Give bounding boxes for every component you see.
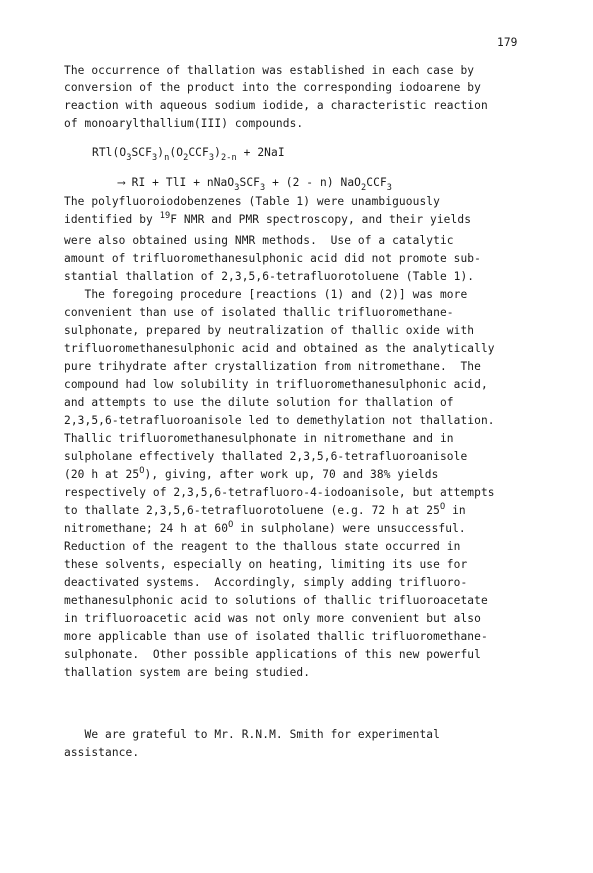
paragraph-1-line: reaction with aqueous sodium iodide, a characteristic reaction — [64, 99, 488, 112]
paragraph-3-line: 2,3,5,6-tetrafluoroanisole led to demethylation not thallation. — [64, 414, 495, 427]
paragraph-1-line: The occurrence of thallation was established in each case by — [64, 64, 475, 77]
acknowledgement-line: We are grateful to Mr. R.N.M. Smith for experimental — [64, 728, 440, 741]
equation-reactants: $RTl(O_3SCF_3)_n(O_2CCF_3)_{2-n} + 2NaI$ — [92, 146, 285, 163]
paragraph-3-line: compound had low solubility in trifluoromethanesulphonic acid, — [64, 378, 488, 391]
paragraph-3-line: Thallic trifluoromethanesulphonate in nitromethane and in — [64, 432, 454, 445]
paragraph-3-line: sulpholane effectively thallated 2,3,5,6-tetrafluoroanisole — [64, 450, 468, 463]
paragraph-1-line: of monoarylthallium(III) compounds. — [64, 117, 304, 130]
paragraph-3-line: more applicable than use of isolated thallic trifluoromethane- — [64, 630, 488, 643]
equation-products: ⟶ RI + TlI + $nNaO_3SCF_3 + (2 - n)$ $NaO_2CCF_3$ — [118, 176, 393, 193]
paragraph-3-line: and attempts to use the dilute solution for thallation of — [64, 396, 454, 409]
paragraph-3-line: Reduction of the reagent to the thallous state occurred in — [64, 540, 461, 553]
paragraph-3-line: deactivated systems. Accordingly, simply adding trifluoro- — [64, 576, 468, 589]
paragraph-3-line: convenient than use of isolated thallic trifluoromethane- — [64, 306, 454, 319]
paragraph-2-line: identified by $^{19}$F NMR and PMR spectroscopy, and their yields — [64, 211, 472, 226]
paragraph-2-line: stantial thallation of 2,3,5,6-tetrafluorotoluene (Table 1). — [64, 270, 475, 283]
paragraph-3-line: sulphonate. Other possible applications of this new powerful — [64, 648, 481, 661]
paragraph-3-line: thallation system are being studied. — [64, 666, 311, 679]
paragraph-3-line: trifluoromethanesulphonic acid and obtained as the analytically — [64, 342, 495, 355]
paragraph-3-line: The foregoing procedure [reactions (1) and (2)] was more — [64, 288, 468, 301]
paragraph-3-line: methanesulphonic acid to solutions of thallic trifluoroacetate — [64, 594, 488, 607]
paragraph-1-line: conversion of the product into the corresponding iodoarene by — [64, 81, 481, 94]
paragraph-3-line: these solvents, especially on heating, limiting its use for — [64, 558, 468, 571]
paragraph-3-line: in trifluoroacetic acid was not only more convenient but also — [64, 612, 481, 625]
paragraph-3-line: nitromethane; 24 h at $60^O$ in sulpholane) were unsuccessful. — [64, 520, 466, 535]
reaction-arrow: ⟶ — [118, 176, 125, 189]
paragraph-2-line: The polyfluoroiodobenzenes (Table 1) were unambiguously — [64, 195, 440, 208]
paragraph-3-line: pure trihydrate after crystallization from nitromethane. The — [64, 360, 481, 373]
paragraph-3-line: to thallate 2,3,5,6-tetrafluorotoluene (e.g. 72 h at $25^O$ in — [64, 502, 466, 517]
page-number: 179 — [497, 36, 518, 49]
paragraph-2-line: were also obtained using NMR methods. Use of a catalytic — [64, 234, 454, 247]
paragraph-3-line: respectively of 2,3,5,6-tetrafluoro-4-iodoanisole, but attempts — [64, 486, 495, 499]
paragraph-3-line: (20 h at $25^O$), giving, after work up, 70 and 38% yields — [64, 466, 439, 481]
paragraph-3-line: sulphonate, prepared by neutralization of thallic oxide with — [64, 324, 475, 337]
acknowledgement-line: assistance. — [64, 746, 140, 759]
paragraph-2-line: amount of trifluoromethanesulphonic acid did not promote sub- — [64, 252, 481, 265]
